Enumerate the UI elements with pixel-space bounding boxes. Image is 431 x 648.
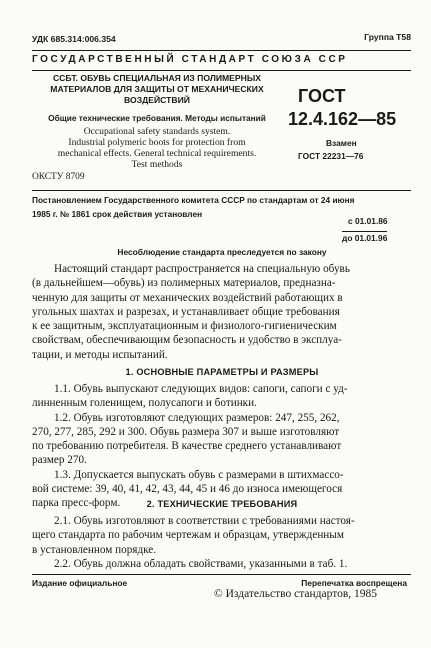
official-edition-label: Издание официальное [32,578,128,588]
text-line: щего стандарта по рабочим чертежам и образцам, утвержденным [32,529,344,542]
title-en-line: mechanical effects. General technical requirements. [57,148,257,159]
decree-line: 1985 г. № 1861 срок действия установлен [32,208,203,219]
text-line: в установленном порядке. [32,543,157,556]
title-en-line: Occupational safety standards system. [83,126,231,137]
group-label: Группа Т58 [364,32,411,42]
section-2-heading: 2. ТЕХНИЧЕСКИЕ ТРЕБОВАНИЯ [146,499,298,509]
text-line: к ее защитным, эксплуатационным и физиолого-гигиеническим [32,320,337,333]
okstu-code: ОКСТУ 8709 [32,172,85,182]
text-line: 270, 277, 285, 292 и 300. Обувь размера 307 и выше изготовляют [32,425,340,438]
replaces-label: Взамен [326,138,357,148]
title-line: МАТЕРИАЛОВ ДЛЯ ЗАЩИТЫ ОТ МЕХАНИЧЕСКИХ [50,84,264,94]
gost-label: ГОСТ [298,86,346,106]
title-rule [32,190,411,191]
banner-rule [32,70,411,71]
text-line: 2.2. Обувь должна обладать свойствами, указанными в таб. 1. [54,557,348,570]
copyright-line: © Издательство стандартов, 1985 [214,588,378,600]
top-rule [32,50,411,51]
text-line: 2.1. Обувь изготовляют в соответствии с требованиями настоя- [54,515,355,527]
udk-code: УДК 685.314:006.354 [32,34,116,44]
section-1-body [32,382,412,511]
section-2-body [32,514,412,571]
footer-rule [32,574,411,575]
text-line: вой системе: 39, 40, 41, 42, 43, 44, 45 и 46 до износа имеющегося [32,483,343,496]
state-standard-banner: ГОСУДАРСТВЕННЫЙ СТАНДАРТ СОЮЗА ССР [32,54,348,65]
text-line: 1.2. Обувь изготовляют следующих размеров: 247, 255, 262, [54,411,340,424]
replaces-value: ГОСТ 22231—76 [298,151,364,161]
text-line: свойствам, обеспечивающим безопасность и удобство в эксплуа- [32,334,342,347]
text-line: 1.1. Обувь выпускают следующих видов: сапоги, сапоги с уд- [54,383,348,395]
title-en-line: Test methods [131,159,183,170]
intro-paragraph [32,262,412,362]
gost-number: 12.4.162—85 [288,109,397,129]
text-line: парка пресс-форм. [32,497,121,510]
text-line: 1.3. Допускается выпускать обувь с размерами в штихмассо- [54,468,344,481]
compliance-notice: Несоблюдение стандарта преследуется по закону [117,247,327,257]
section-1-heading: 1. ОСНОВНЫЕ ПАРАМЕТРЫ И РАЗМЕРЫ [125,367,319,377]
text-line: по требованию потребителя. В качестве среднего устанавливают [32,440,342,453]
decree-line: Постановлением Государственного комитета СССР по стандартам от 24 июня [32,195,355,205]
title-line: ССБТ. ОБУВЬ СПЕЦИАЛЬНАЯ ИЗ ПОЛИМЕРНЫХ [52,73,262,83]
text-line: линненным голенищем, полусапоги и ботинки. [32,397,257,410]
standard-title-ru [32,73,282,106]
text-line: (в дальнейшем—обувь) из полимерных материалов, предназна- [32,277,336,290]
title-line: ВОЗДЕЙСТВИЙ [124,95,190,105]
text-line: Настоящий стандарт распространяется на специальную обувь [54,263,350,275]
valid-to: до 01.01.96 [342,233,388,243]
text-line: тации, и методы испытаний. [32,348,168,361]
text-line: ченную для защиты от механических воздействий работающих в [32,291,343,304]
standard-title-en [32,126,282,170]
title-en-line: Industrial polymeric boots for protection from [68,137,246,148]
text-line: размер 270. [32,454,87,467]
reprint-prohibited-label: Перепечатка воспрещена [301,578,407,588]
valid-from: с 01.01.86 [348,216,388,226]
standard-subtitle-ru: Общие технические требования. Методы испытаний [48,113,266,123]
text-line: угольных шахтах и разрезах, и устанавливает общие требования [32,305,340,318]
